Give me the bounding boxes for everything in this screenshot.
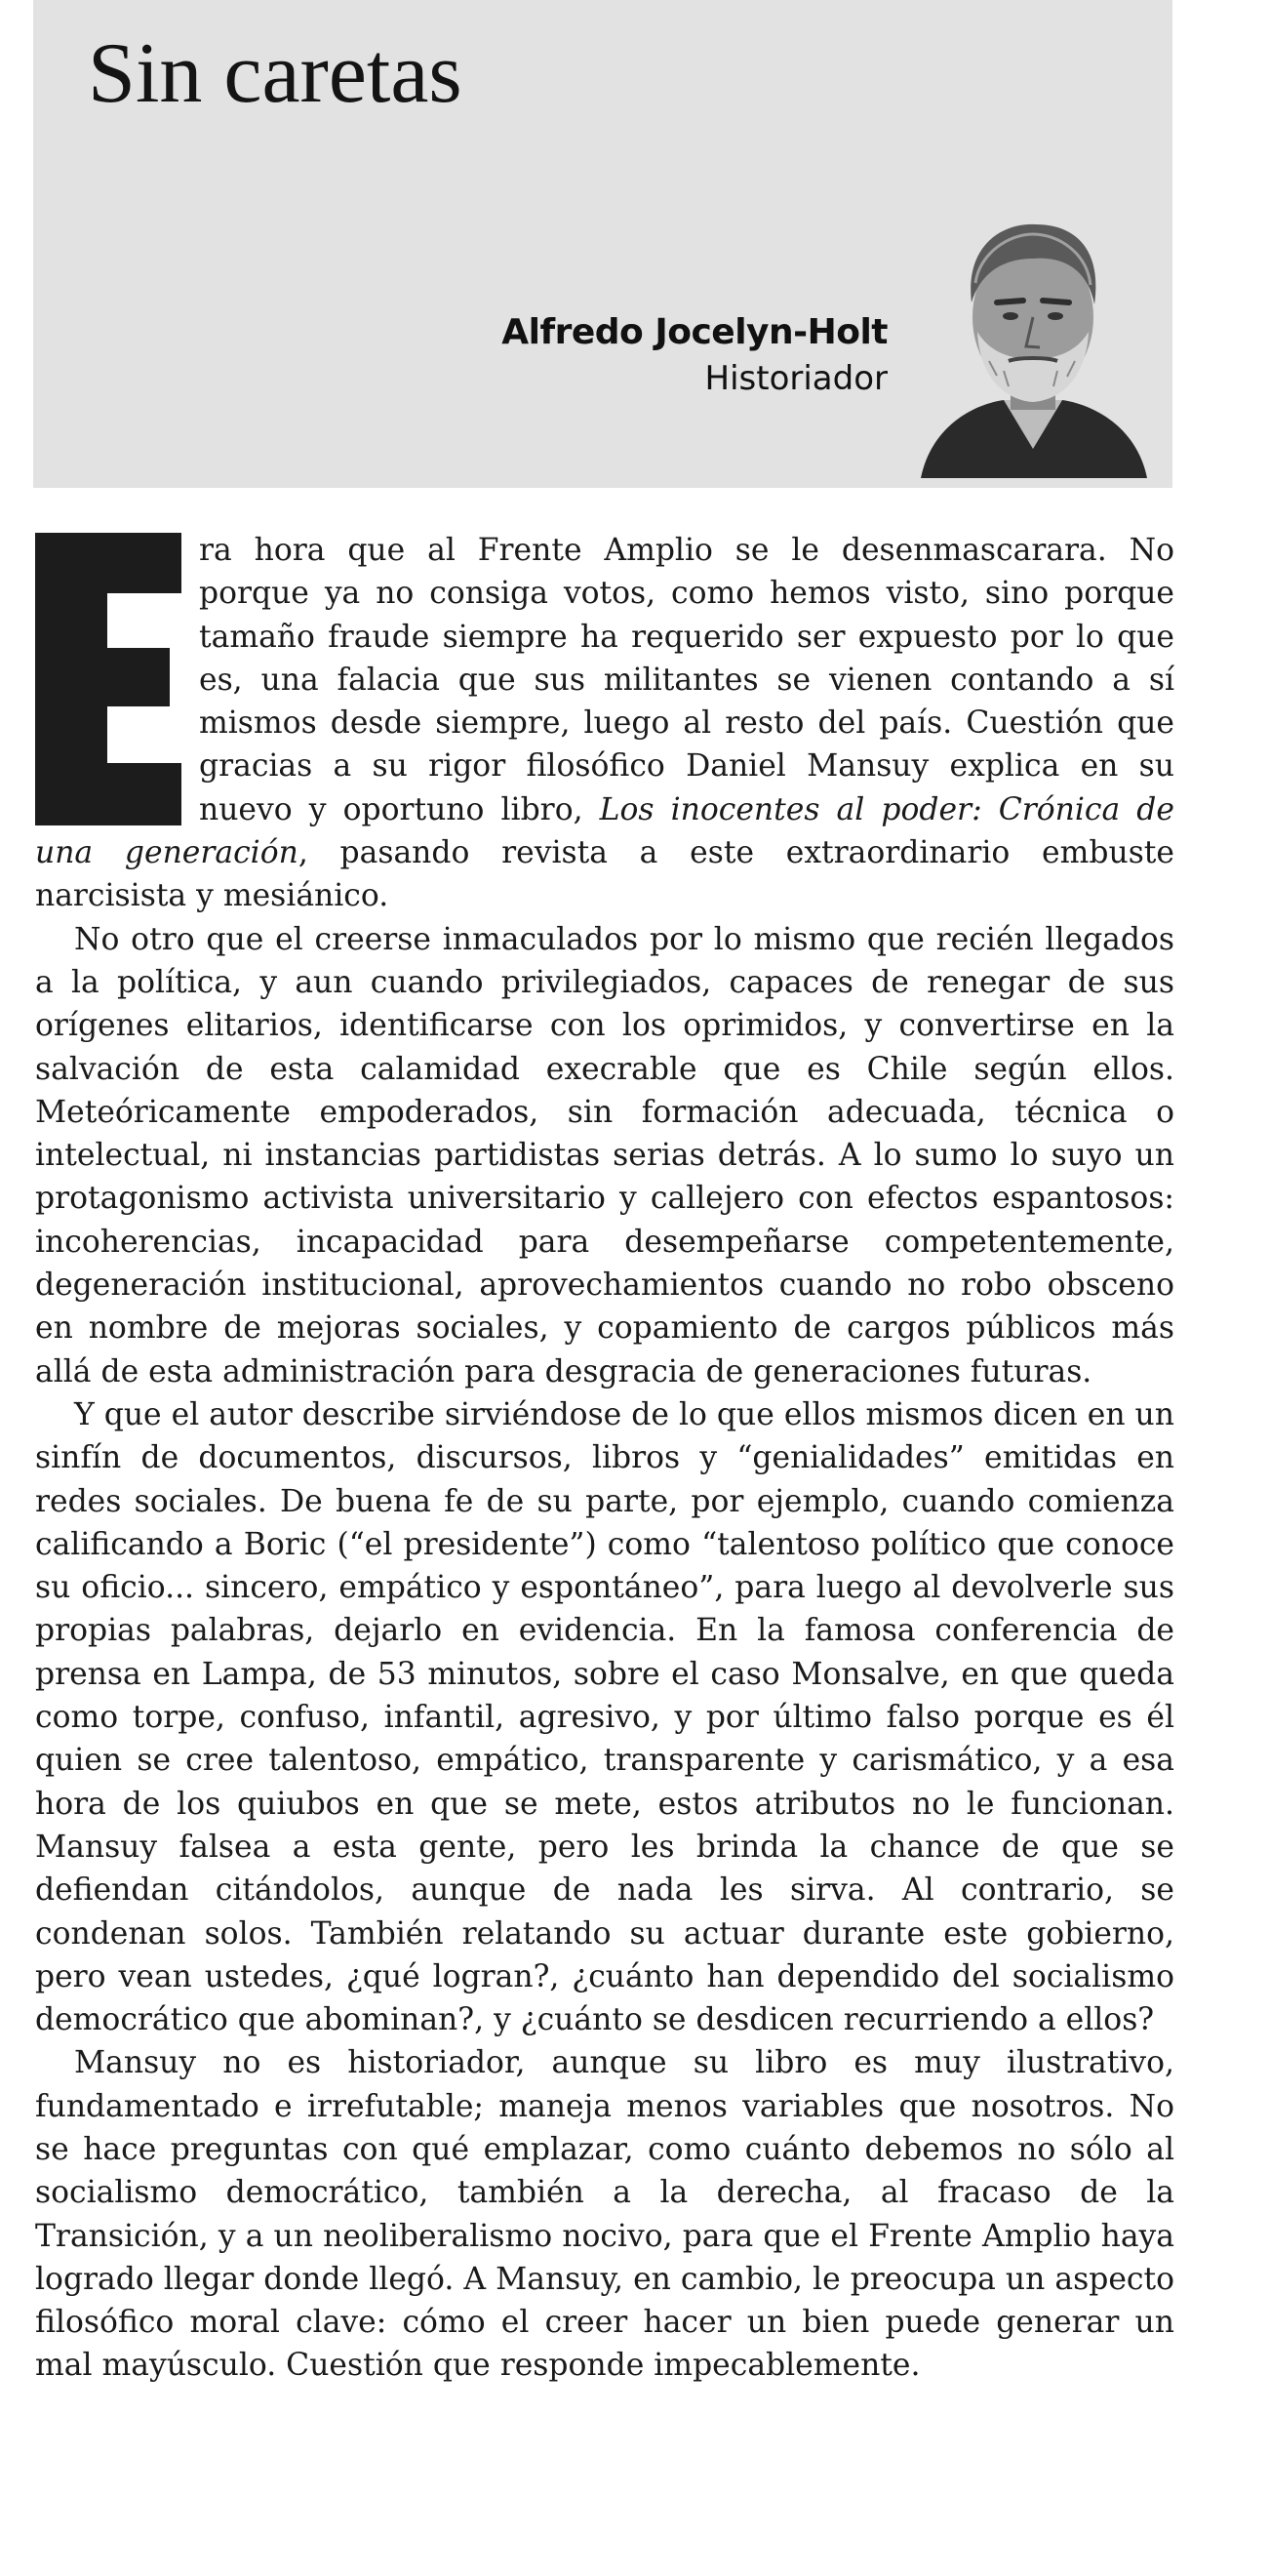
author-name: Alfredo Jocelyn-Holt — [501, 312, 888, 352]
article-body — [35, 529, 1174, 2388]
page-title: Sin caretas — [88, 26, 462, 121]
author-role: Historiador — [704, 359, 888, 398]
header-box — [33, 0, 1172, 488]
paragraph-2: No otro que el creerse inmaculados por lo mismo que recién llegados a la política, y aun cuando privilegiados, capaces de renegar de sus orígenes elitarios, identificarse con los oprimidos, y convertirse en la salvación de esta calamidad execrable que es Chile según ellos. Meteóricamente empoderados, sin formación adecuada, técnica o intelectual, ni instancias partidistas serias detrás. A lo sumo lo suyo un protagonismo activista universitario y callejero con efectos espantosos: incoherencias, incapacidad para desempeñarse competentemente, degeneración institucional, aprovechamientos cuando no robo obsceno en nombre de mejoras sociales, y copamiento de cargos públicos más allá de esta administración para desgracia de generaciones futuras. — [35, 921, 1174, 1389]
paragraph-1-text-a: ra hora que al Frente Amplio se le desenmascarara. No porque ya no consiga votos, como hemos visto, sino porque tamaño fraude siempre ha requerido ser expuesto por lo que es, una falacia que sus militantes se vienen contando a sí mismos desde siempre, luego al resto del país. Cuestión que gracias a su rigor filosófico Daniel Mansuy explica en su nuevo y oportuno libro, — [199, 533, 1174, 827]
paragraph-4: Mansuy no es historiador, aunque su libro es muy ilustrativo, fundamentado e irrefutable; maneja menos variables que nosotros. No se hace preguntas con qué emplazar, como cuánto debemos no sólo al socialismo democrático, también a la derecha, al fracaso de la Transición, y a un neoliberalismo nocivo, para que el Frente Amplio haya logrado llegar donde llegó. A Mansuy, en cambio, le preocupa un aspecto filosófico moral clave: cómo el creer hacer un bien puede generar un mal mayúsculo. Cuestión que responde impecablemente. — [35, 2045, 1174, 2384]
paragraph-1-text-b: , pasando revista a este extraordinario embuste narcisista y mesiánico. — [35, 835, 1174, 914]
paragraph-1 — [35, 529, 1174, 918]
paragraph-3: Y que el autor describe sirviéndose de lo que ellos mismos dicen en un sinfín de documentos, discursos, libros y “genialidades” emitidas en redes sociales. De buena fe de su parte, por ejemplo, cuando comienza calificando a Boric (“el presidente”) como “talentoso político que conoce su oficio... sincero, empático y espontáneo”, para luego al devolverle sus propias palabras, dejarlo en evidencia. En la famosa conferencia de prensa en Lampa, de 53 minutos, sobre el caso Monsalve, en que queda como torpe, confuso, infantil, agresivo, y por último falso porque es él quien se cree talentoso, empático, transparente y carismático, y a esa hora de los quiubos en que se mete, estos atributos no le funcionan. Mansuy falsea a esta gente, pero les brinda la chance de que se defiendan citándolos, aunque de nada les sirva. Al contrario, se condenan solos. También relatando su actuar durante este gobierno, pero vean ustedes, ¿qué logran?, ¿cuánto han dependido del socialismo democrático que abominan?, y ¿cuánto se desdicen recurriendo a ellos? — [35, 1396, 1174, 2038]
book-title: Los inocentes al poder: Crónica de una generación — [35, 791, 1174, 871]
author-portrait — [911, 205, 1155, 478]
drop-cap — [35, 533, 181, 825]
